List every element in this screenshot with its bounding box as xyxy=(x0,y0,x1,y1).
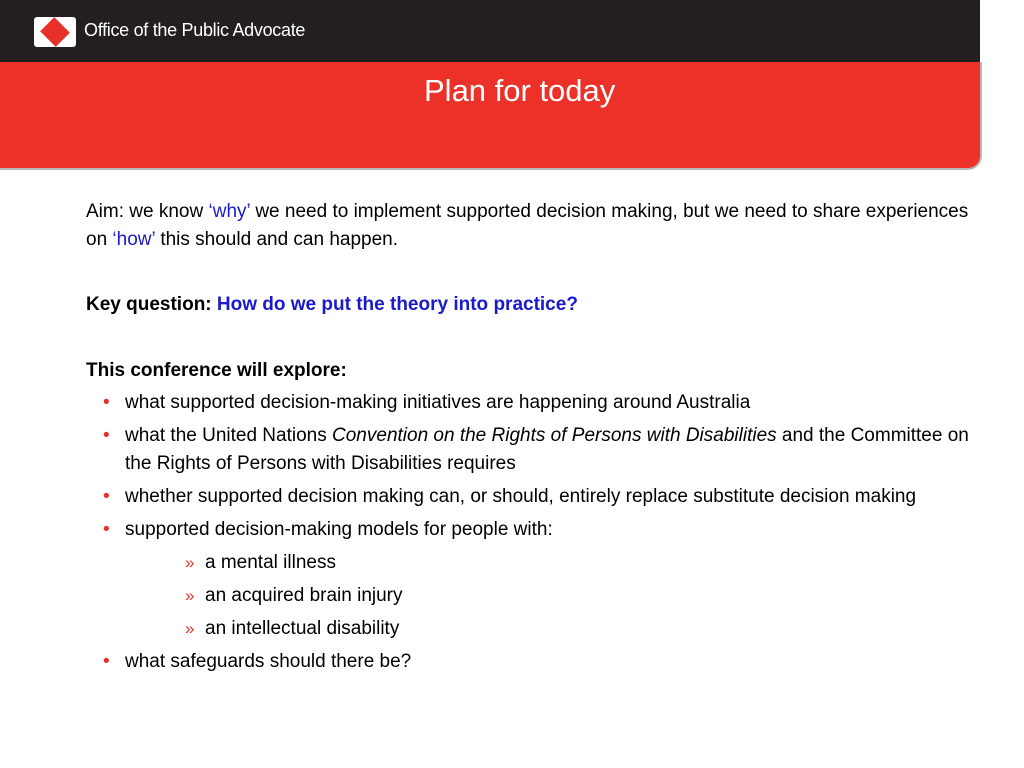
how-word: how xyxy=(116,229,152,250)
bullet-icon: • xyxy=(103,425,110,446)
why-open-quote: ‘ xyxy=(208,201,213,222)
page-title: Plan for today xyxy=(424,73,616,108)
sub-list-item xyxy=(125,615,976,643)
list-item-text: supported decision-making models for people with: xyxy=(125,519,553,540)
double-chevron-icon: » xyxy=(185,586,195,605)
organization-name: Office of the Public Advocate xyxy=(84,20,306,40)
sub-list-item-text: an acquired brain injury xyxy=(205,585,403,606)
list-item-text: what the United Nations xyxy=(125,425,333,446)
how-open-quote: ‘ xyxy=(112,229,117,250)
sub-list-item xyxy=(125,582,976,610)
list-item-text: whether supported decision making can, or should, entirely replace substitute decision making xyxy=(125,486,917,507)
sub-list-item-text: an intellectual disability xyxy=(205,618,400,639)
sub-list-item-text: a mental illness xyxy=(205,552,336,573)
double-chevron-icon: » xyxy=(185,619,195,638)
bullet-icon: • xyxy=(103,392,110,413)
convention-title: Convention on the Rights of Persons with Disabilities xyxy=(332,425,777,446)
why-close-quote: ’ xyxy=(246,201,251,222)
key-question-label: Key question: xyxy=(86,294,217,315)
key-question-text: How do we put the theory into practice? xyxy=(216,294,578,315)
list-item-text: what supported decision-making initiatives are happening around Australia xyxy=(125,392,751,413)
aim-suffix: this should and can happen. xyxy=(155,229,399,250)
bullet-icon: • xyxy=(103,519,110,540)
list-item xyxy=(86,389,976,417)
list-item xyxy=(86,483,976,511)
red-diamond-logo-icon xyxy=(40,17,70,47)
double-chevron-icon: » xyxy=(185,553,195,572)
list-item xyxy=(86,516,976,643)
sub-list-item xyxy=(125,549,976,577)
explore-list xyxy=(86,389,976,676)
list-item xyxy=(86,648,976,676)
how-close-quote: ’ xyxy=(151,229,156,250)
slide-content xyxy=(86,198,976,681)
list-item xyxy=(86,422,976,478)
aim-paragraph xyxy=(86,198,976,254)
why-word: why xyxy=(212,201,247,222)
sub-list xyxy=(125,549,976,643)
key-question xyxy=(86,291,976,319)
list-item-text: what safeguards should there be? xyxy=(125,651,412,672)
header-bar xyxy=(0,0,980,62)
bullet-icon: • xyxy=(103,486,110,507)
logo xyxy=(34,17,76,47)
list-item-text: and the Committee on the Rights of Persons with Disabilities requires xyxy=(125,425,969,474)
bullet-icon: • xyxy=(103,651,110,672)
explore-heading: This conference will explore: xyxy=(86,360,347,381)
aim-middle: we need to implement supported decision making, but we need to share experiences on xyxy=(86,201,969,250)
aim-prefix: Aim: we know xyxy=(86,201,209,222)
